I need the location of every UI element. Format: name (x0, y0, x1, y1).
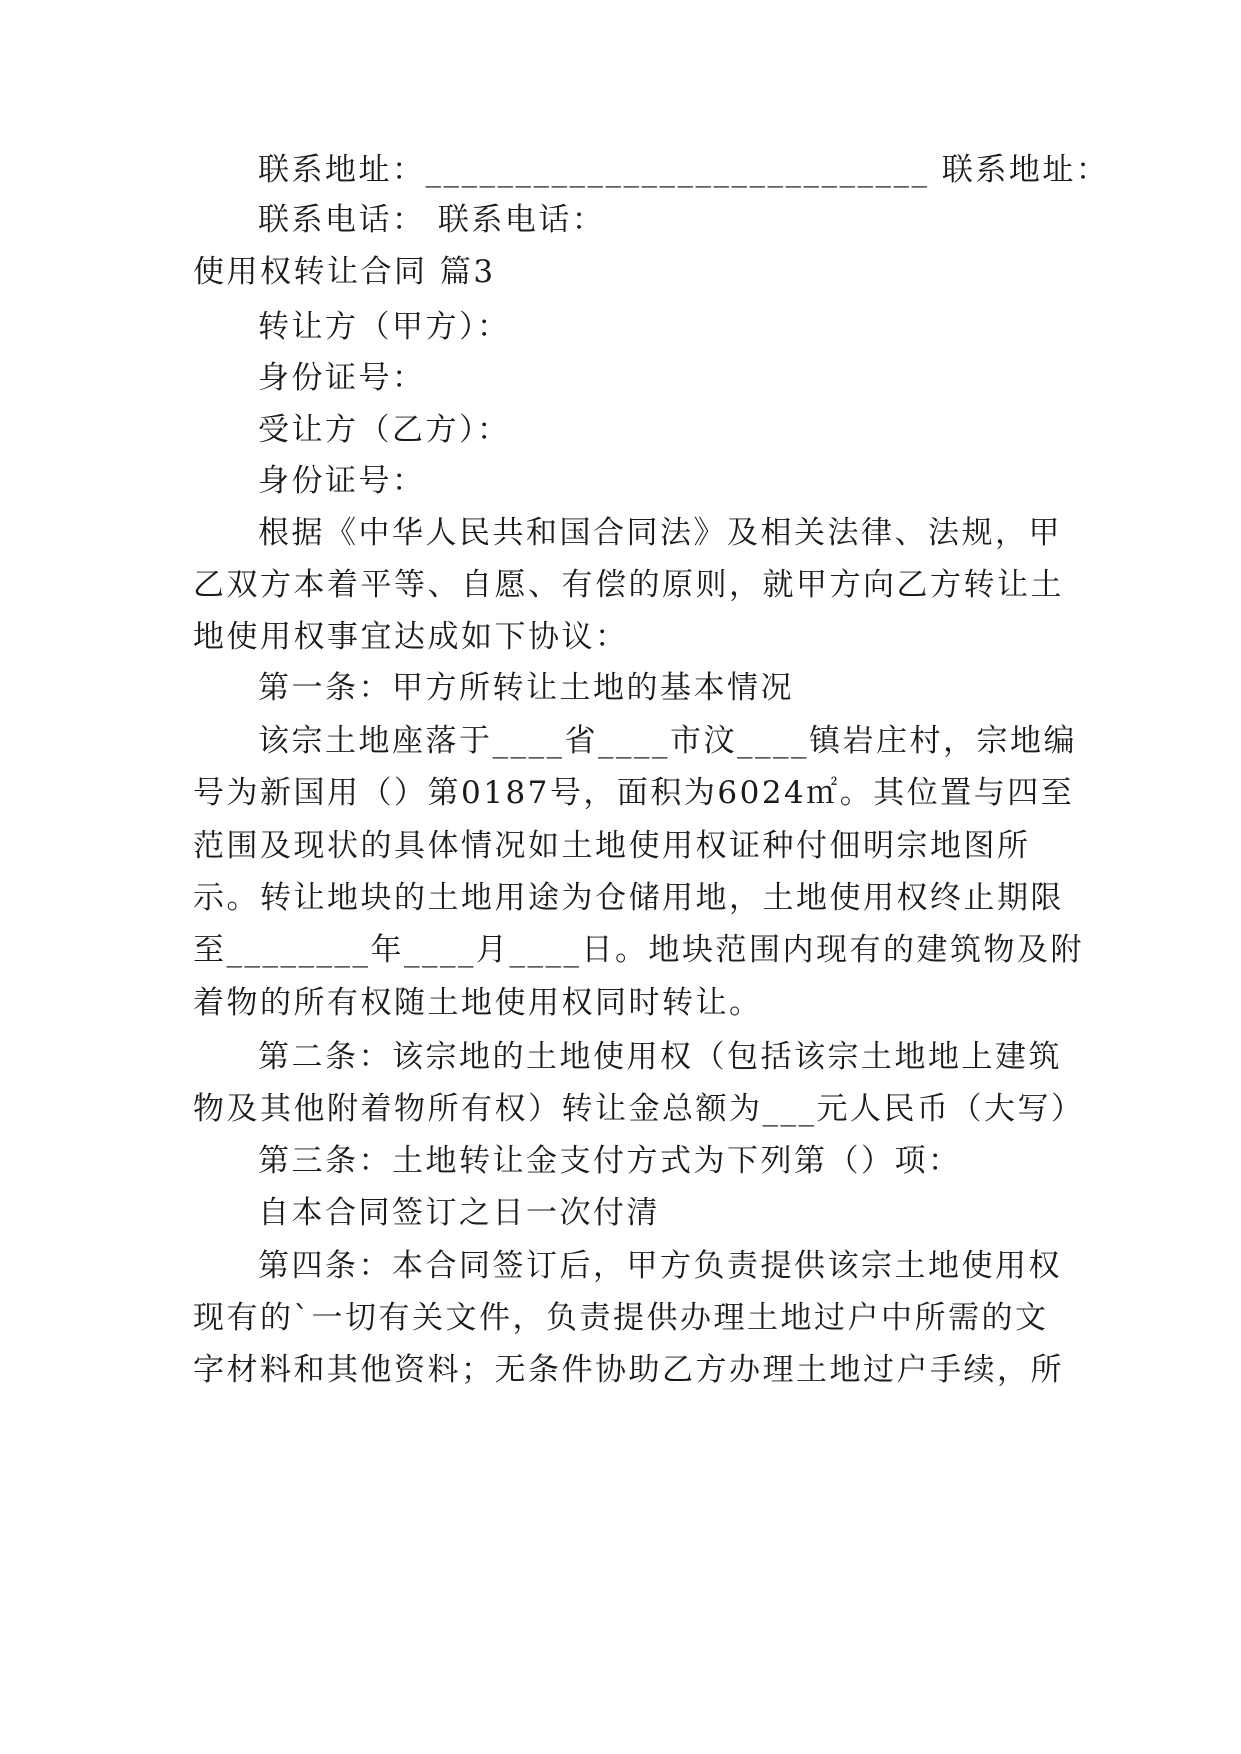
paragraph-line: 着物的所有权随土地使用权同时转让。 (193, 985, 763, 1021)
paragraph-line: 范围及现状的具体情况如土地使用权证种付佃明宗地图所 (193, 828, 1031, 864)
transferee-id-line: 身份证号： (258, 463, 426, 499)
paragraph-line: 第四条：本合同签订后，甲方负责提供该宗土地使用权 (258, 1248, 1062, 1284)
paragraph-line: 地使用权事宜达成如下协议： (193, 619, 629, 655)
section-heading: 使用权转让合同 篇3 (193, 254, 496, 290)
transferor-line: 转让方（甲方）： (258, 309, 511, 345)
contact-phone-line: 联系电话： 联系电话： (258, 202, 606, 238)
paragraph-line: 号为新国用（）第0187号，面积为6024㎡。其位置与四至 (193, 775, 1075, 811)
paragraph-line: 字材料和其他资料；无条件协助乙方办理土地过户手续，所 (193, 1352, 1064, 1388)
article-heading: 第一条：甲方所转让土地的基本情况 (258, 670, 794, 706)
paragraph-line: 现有的`一切有关文件，负责提供办理土地过户中所需的文 (193, 1300, 1049, 1336)
paragraph-line: 该宗土地座落于____省____市汶____镇岩庄村，宗地编 (258, 723, 1077, 759)
paragraph-line: 自本合同签订之日一次付清 (258, 1195, 660, 1231)
paragraph-line: 根据《中华人民共和国合同法》及相关法律、法规，甲 (258, 515, 1062, 551)
paragraph-line: 第二条：该宗地的土地使用权（包括该宗土地地上建筑 (258, 1039, 1062, 1075)
contact-address-line: 联系地址：____________________________ 联系地址： (258, 152, 1110, 188)
paragraph-line: 乙双方本着平等、自愿、有偿的原则，就甲方向乙方转让土 (193, 567, 1064, 603)
paragraph-line: 至________年____月____日。地块范围内现有的建筑物及附 (193, 932, 1084, 968)
paragraph-line: 物及其他附着物所有权）转让金总额为___元人民币（大写） (193, 1091, 1085, 1127)
paragraph-line: 第三条：土地转让金支付方式为下列第（）项： (258, 1143, 962, 1179)
paragraph-line: 示。转让地块的土地用途为仓储用地，土地使用权终止期限 (193, 880, 1064, 916)
transferor-id-line: 身份证号： (258, 360, 426, 396)
transferee-line: 受让方（乙方）： (258, 412, 511, 448)
